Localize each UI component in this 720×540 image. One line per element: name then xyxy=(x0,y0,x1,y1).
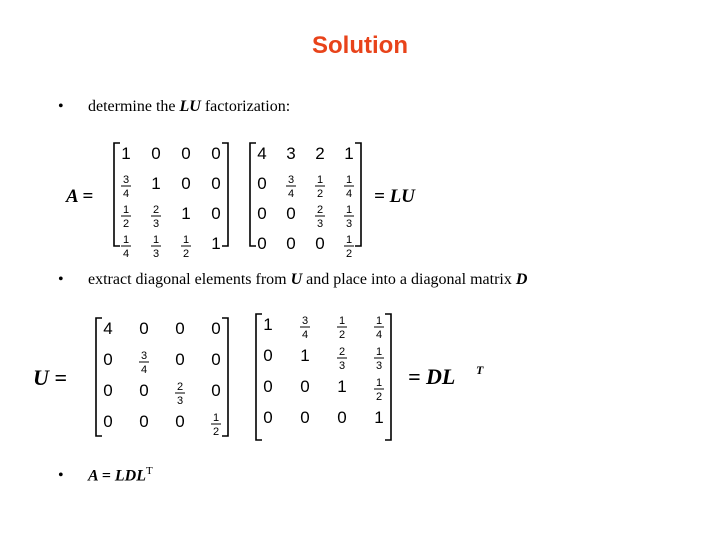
matrix-cell: 4 xyxy=(257,144,267,163)
matrix-cell-numerator: 1 xyxy=(212,412,220,424)
matrix-cell: 0 xyxy=(300,377,310,396)
matrix-cell: 2 xyxy=(315,144,325,163)
bullet-dot: • xyxy=(58,271,64,288)
matrix-cell-numerator: 2 xyxy=(176,381,184,393)
matrix-cell-numerator: 1 xyxy=(152,234,160,246)
matrix-cell: 0 xyxy=(263,408,273,427)
matrix-cell: 0 xyxy=(257,204,267,223)
matrix-cell-numerator: 1 xyxy=(122,234,130,246)
equation-rhs: = DL xyxy=(408,364,456,389)
matrix-cell: 0 xyxy=(211,381,221,400)
equation-rhs-superscript: T xyxy=(476,363,484,377)
matrix-cell: 0 xyxy=(257,234,267,253)
matrix-bracket-left xyxy=(114,143,120,246)
matrix-cell: 0 xyxy=(211,174,221,193)
slide-title: Solution xyxy=(312,32,408,59)
matrix-cell: 0 xyxy=(211,350,221,369)
matrix-bracket-right xyxy=(385,314,391,440)
matrix-cell: 0 xyxy=(315,234,325,253)
equation-lhs: A = xyxy=(66,186,94,207)
matrix-cell: 0 xyxy=(103,350,113,369)
matrix-cell-numerator: 1 xyxy=(338,315,346,327)
matrix-cell-numerator: 1 xyxy=(122,204,130,216)
matrix-cell: 0 xyxy=(263,377,273,396)
matrix-cell: 0 xyxy=(103,412,113,431)
matrix-cell: 0 xyxy=(175,319,185,338)
matrix-cell-numerator: 3 xyxy=(301,315,309,327)
bullet-dot: • xyxy=(58,467,64,485)
matrix-cell-numerator: 1 xyxy=(375,315,383,327)
matrix-cell-denominator: 3 xyxy=(338,360,346,372)
matrix-cell: 0 xyxy=(139,319,149,338)
matrix-cell-denominator: 3 xyxy=(316,218,324,230)
matrix-cell-numerator: 1 xyxy=(345,174,353,186)
matrix-cell: 0 xyxy=(337,408,347,427)
matrix-cell: 1 xyxy=(344,144,354,163)
matrix-cell-denominator: 3 xyxy=(375,360,383,372)
matrix-cell-denominator: 4 xyxy=(122,188,130,200)
matrix-cell-denominator: 4 xyxy=(375,329,383,341)
matrix-cell-numerator: 3 xyxy=(140,350,148,362)
matrix-cell: 1 xyxy=(337,377,347,396)
matrix-cell-denominator: 2 xyxy=(316,188,324,200)
bullet-text: determine the xyxy=(88,98,180,115)
matrix-cell-numerator: 1 xyxy=(316,174,324,186)
matrix-cell: 0 xyxy=(263,346,273,365)
matrix-cell: 1 xyxy=(151,174,161,193)
bullet-text: extract diagonal elements from xyxy=(88,271,291,288)
matrix-cell-numerator: 1 xyxy=(345,234,353,246)
matrix-cell: 1 xyxy=(374,408,384,427)
matrix-cell: 0 xyxy=(257,174,267,193)
matrix-cell: 0 xyxy=(181,144,191,163)
matrix-cell-denominator: 2 xyxy=(345,248,353,260)
matrix-cell-numerator: 3 xyxy=(122,174,130,186)
bullet-superscript: T xyxy=(146,465,153,477)
matrix-cell: 1 xyxy=(121,144,131,163)
matrix-bracket-left xyxy=(96,318,102,436)
matrix-cell: 0 xyxy=(181,174,191,193)
matrix-cell: 0 xyxy=(286,234,296,253)
bullet-dot: • xyxy=(58,98,64,115)
matrix-cell: 1 xyxy=(181,204,191,223)
matrix-cell-denominator: 2 xyxy=(122,218,130,230)
matrix-cell: 1 xyxy=(300,346,310,365)
matrix-bracket-left xyxy=(256,314,262,440)
matrix-bracket-right xyxy=(355,143,361,246)
matrix-cell: 0 xyxy=(300,408,310,427)
matrix-cell-numerator: 1 xyxy=(375,377,383,389)
matrix-cell-numerator: 1 xyxy=(182,234,190,246)
matrix-cell-denominator: 4 xyxy=(345,188,353,200)
equation-rhs: = LU xyxy=(374,186,415,207)
matrix-cell-numerator: 1 xyxy=(345,204,353,216)
bullet-emphasis: D xyxy=(515,271,528,288)
matrix-cell: 0 xyxy=(175,350,185,369)
matrix-cell: 4 xyxy=(103,319,113,338)
bullet-emphasis: LU xyxy=(179,98,201,115)
bullet-emphasis: U xyxy=(290,271,303,288)
matrix-cell-numerator: 2 xyxy=(152,204,160,216)
matrix-cell-numerator: 1 xyxy=(375,346,383,358)
matrix-cell-denominator: 2 xyxy=(375,391,383,403)
matrix-cell-numerator: 2 xyxy=(316,204,324,216)
bullet-text: factorization: xyxy=(200,98,291,115)
matrix-bracket-right xyxy=(222,318,228,436)
matrix-cell-denominator: 3 xyxy=(152,218,160,230)
matrix-cell-denominator: 2 xyxy=(182,248,190,260)
matrix-cell: 0 xyxy=(139,381,149,400)
matrix-cell-denominator: 4 xyxy=(122,248,130,260)
matrix-cell-denominator: 4 xyxy=(140,364,148,376)
matrix-cell: 0 xyxy=(151,144,161,163)
matrix-cell-denominator: 4 xyxy=(287,188,295,200)
bullet-text: and place into a diagonal matrix xyxy=(302,271,516,288)
equation-lhs: U = xyxy=(33,365,67,390)
matrix-cell-denominator: 4 xyxy=(301,329,309,341)
matrix-cell: 0 xyxy=(211,204,221,223)
matrix-cell-denominator: 2 xyxy=(212,426,220,438)
matrix-cell: 0 xyxy=(211,144,221,163)
matrix-cell: 3 xyxy=(286,144,296,163)
matrix-cell-denominator: 2 xyxy=(338,329,346,341)
matrix-cell: 0 xyxy=(139,412,149,431)
matrix-cell: 1 xyxy=(211,234,221,253)
matrix-cell: 0 xyxy=(286,204,296,223)
matrix-cell: 0 xyxy=(103,381,113,400)
matrix-cell: 0 xyxy=(175,412,185,431)
matrix-cell-denominator: 3 xyxy=(152,248,160,260)
matrix-cell-denominator: 3 xyxy=(345,218,353,230)
matrix-cell-denominator: 3 xyxy=(176,395,184,407)
matrix-cell: 1 xyxy=(263,315,273,334)
matrix-cell-numerator: 2 xyxy=(338,346,346,358)
bullet-emphasis: A = LDL xyxy=(88,467,147,485)
matrix-cell-numerator: 3 xyxy=(287,174,295,186)
matrix-bracket-left xyxy=(250,143,256,246)
matrix-bracket-right xyxy=(222,143,228,246)
matrix-cell: 0 xyxy=(211,319,221,338)
